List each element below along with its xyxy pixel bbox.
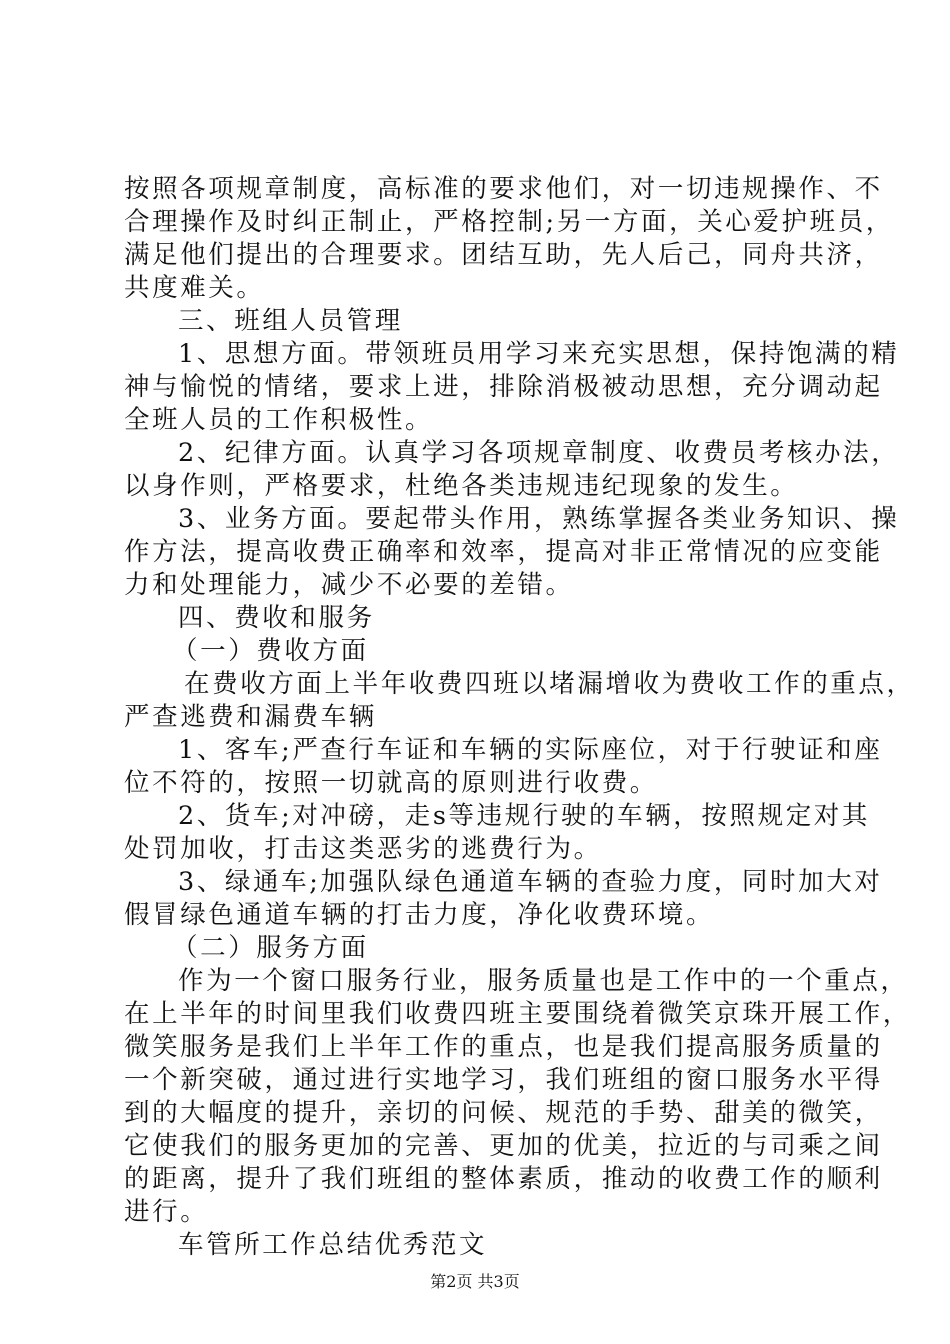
text-line: 位不符的，按照一切就高的原则进行收费。 — [124, 768, 658, 798]
text-line: 神与愉悦的情绪，要求上进，排除消极被动思想，充分调动起 — [124, 372, 883, 402]
text-line: 满足他们提出的合理要求。团结互助，先人后己，同舟共济， — [124, 240, 883, 270]
text-line: 3、绿通车;加强队绿色通道车辆的查验力度，同时加大对 — [178, 867, 883, 897]
section-heading: 三、班组人员管理 — [178, 306, 403, 336]
text-line: 的距离，提升了我们班组的整体素质，推动的收费工作的顺利 — [124, 1164, 883, 1194]
text-line: 进行。 — [124, 1197, 209, 1227]
text-line: 3、业务方面。要起带头作用，熟练掌握各类业务知识、操 — [178, 504, 900, 534]
text-line: 1、思想方面。带领班员用学习来充实思想，保持饱满的精 — [178, 339, 900, 369]
text-line: 1、客车;严查行车证和车辆的实际座位，对于行驶证和座 — [178, 735, 883, 765]
text-line: 2、货车;对冲磅，走s等违规行驶的车辆，按照规定对其 — [178, 801, 871, 831]
text-line: 在费收方面上半年收费四班以堵漏增收为费收工作的重点， — [184, 669, 915, 699]
text-line: 2、纪律方面。认真学习各项规章制度、收费员考核办法， — [178, 438, 900, 468]
text-line: 一个新突破，通过进行实地学习，我们班组的窗口服务水平得 — [124, 1065, 883, 1095]
text-line: 作方法，提高收费正确率和效率，提高对非正常情况的应变能 — [124, 537, 883, 567]
section-heading: 四、费收和服务 — [178, 603, 375, 633]
text-line: 作为一个窗口服务行业，服务质量也是工作中的一个重点， — [178, 966, 909, 996]
text-line: 全班人员的工作积极性。 — [124, 405, 434, 435]
text-line: 假冒绿色通道车辆的打击力度，净化收费环境。 — [124, 900, 715, 930]
text-line: 处罚加收，打击这类恶劣的逃费行为。 — [124, 834, 602, 864]
text-line: 严查逃费和漏费车辆 — [124, 702, 377, 732]
page-number-footer: 第2页 共3页 — [430, 1272, 520, 1291]
subsection-heading: （一）费收方面 — [172, 636, 369, 666]
text-line: 它使我们的服务更加的完善、更加的优美，拉近的与司乘之间 — [124, 1131, 883, 1161]
text-line: 在上半年的时间里我们收费四班主要围绕着微笑京珠开展工作， — [124, 999, 911, 1029]
text-line: 共度难关。 — [124, 273, 265, 303]
text-line: 合理操作及时纠正制止，严格控制;另一方面，关心爱护班员， — [124, 207, 894, 237]
subsection-heading: （二）服务方面 — [172, 933, 369, 963]
text-line: 微笑服务是我们上半年工作的重点，也是我们提高服务质量的 — [124, 1032, 883, 1062]
text-line: 以身作则，严格要求，杜绝各类违规违纪现象的发生。 — [124, 471, 799, 501]
text-line: 到的大幅度的提升，亲切的问候、规范的手势、甜美的微笑， — [124, 1098, 883, 1128]
text-line: 力和处理能力，减少不必要的差错。 — [124, 570, 574, 600]
text-line: 按照各项规章制度，高标准的要求他们，对一切违规操作、不 — [124, 174, 883, 204]
closing-title: 车管所工作总结优秀范文 — [178, 1230, 488, 1260]
